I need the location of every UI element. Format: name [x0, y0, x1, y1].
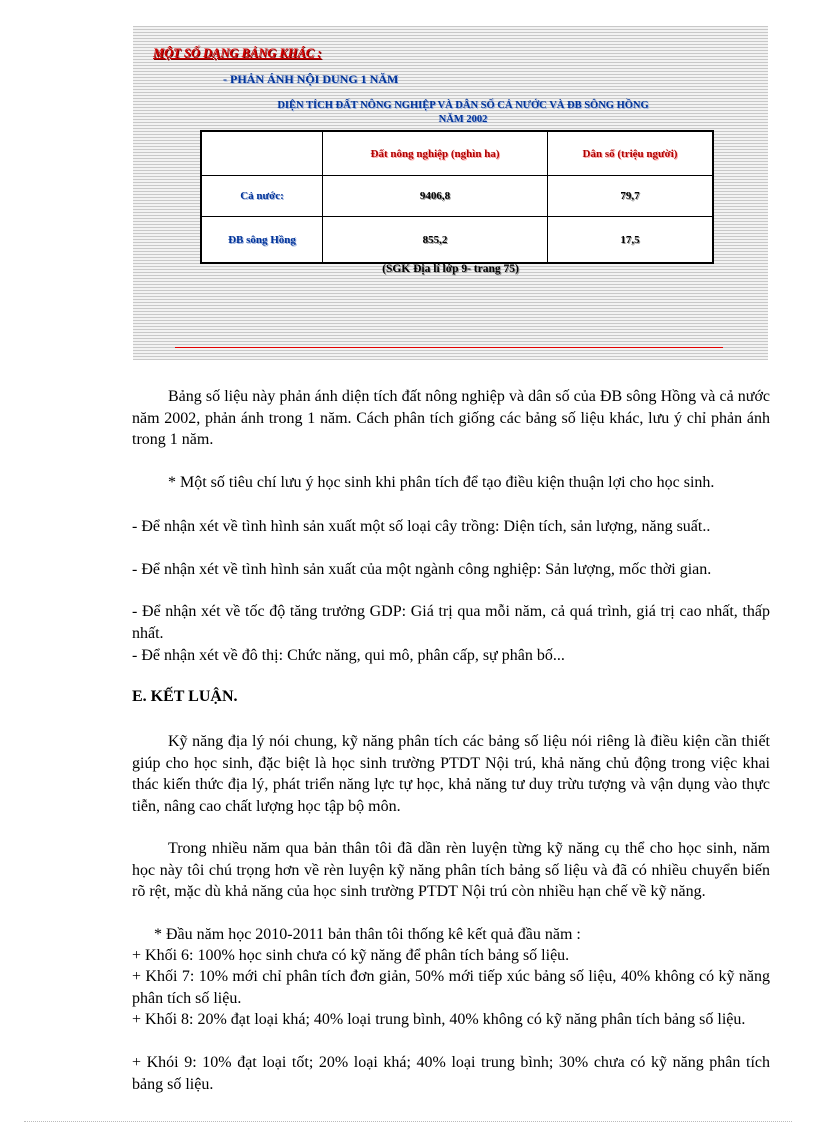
bullet-urban: - Để nhận xét về đô thị: Chức năng, qui mô, phân cấp, sự phân bố... — [132, 647, 565, 664]
paragraph-statistics: * Đầu năm học 2010-2011 bản thân tôi thống kê kết quả đầu năm : — [154, 926, 581, 943]
table-cell: 79,7 — [548, 176, 714, 217]
table-row-label: Cả nước: — [201, 176, 323, 217]
slide-heading: MỘT SỐ DẠNG BẢNG KHÁC : — [153, 46, 322, 60]
paragraph-intro: Bảng số liệu này phản ánh diện tích đất nông nghiệp và dân số của ĐB sông Hồng và cả nước năm 2002, phản ánh trong 1 năm. Cách phân tích giống các bảng số liệu khác, lưu ý chỉ phản ánh trong 1 năm. — [132, 388, 770, 448]
slide-subheading: - PHẢN ÁNH NỘI DUNG 1 NĂM — [223, 72, 399, 86]
embedded-slide — [133, 26, 768, 360]
table-source: (SGK Địa lí lớp 9- trang 75) — [382, 263, 519, 275]
result-grade-8: + Khối 8: 20% đạt loại khá; 40% loại trung bình, 40% không có kỹ năng phân tích bảng số liệu. — [132, 1011, 746, 1028]
paragraph-criteria: * Một số tiêu chí lưu ý học sinh khi phân tích để tạo điều kiện thuận lợi cho học sinh. — [168, 474, 715, 491]
result-grade-7: + Khối 7: 10% mới chỉ phân tích đơn giản, 50% mới tiếp xúc bảng số liệu, 40% không có kỹ năng phân tích số liệu. — [132, 968, 770, 1007]
paragraph-conclusion-2: Trong nhiều năm qua bản thân tôi đã dần rèn luyện từng kỹ năng cụ thể cho học sinh, năm học này tôi chú trọng hơn về rèn luyện kỹ năng phân tích bảng số liệu và đã có nhiều chuyển biến rõ rệt, mặc dù khả năng của học sinh trường PTDT Nội trú còn nhiều hạn chế về kỹ năng. — [132, 840, 770, 900]
result-grade-6: + Khối 6: 100% học sinh chưa có kỹ năng để phân tích bảng số liệu. — [132, 947, 570, 964]
bullet-industry: - Để nhận xét về tình hình sản xuất của một ngành công nghiệp: Sản lượng, mốc thời gian. — [132, 561, 712, 578]
section-heading-conclusion: E. KẾT LUẬN. — [132, 688, 238, 705]
paragraph-conclusion-1: Kỹ năng địa lý nói chung, kỹ năng phân tích các bảng số liệu nói riêng là điều kiện cần thiết giúp cho học sinh, đặc biệt là học sinh trường PTDT Nội trú, khả năng chủ động trong việc khai thác kiến thức địa lý, phát triển năng lực tự học, khả năng tư duy trừu tượng và vận dụng vào thực tiễn, nâng cao chất lượng học tập bộ môn. — [132, 733, 770, 815]
table-header-cell: Đất nông nghiệp (nghìn ha) — [323, 131, 548, 176]
table-row — [201, 217, 713, 264]
table-header-cell — [201, 131, 323, 176]
table-header-cell: Dân số (triệu người) — [548, 131, 714, 176]
table-row — [201, 176, 713, 217]
bullet-crops: - Để nhận xét về tình hình sản xuất một số loại cây trồng: Diện tích, sản lượng, năng suất.. — [132, 518, 711, 535]
table-header-row — [201, 131, 713, 176]
slide-divider — [175, 347, 723, 348]
table-title-line2: NĂM 2002 — [438, 114, 488, 125]
data-table — [200, 130, 714, 264]
table-title — [193, 99, 733, 127]
bullet-gdp: - Để nhận xét về tốc độ tăng trưởng GDP: Giá trị qua mỗi năm, cả quá trình, giá trị cao nhất, thấp nhất. — [132, 603, 770, 642]
table-row-label: ĐB sông Hồng — [201, 217, 323, 264]
result-grade-9: + Khói 9: 10% đạt loại tốt; 20% loại khá; 40% loại trung bình; 30% chưa có kỹ năng phân tích bảng số liệu. — [132, 1054, 770, 1093]
table-cell: 855,2 — [323, 217, 548, 264]
table-title-line1: DIỆN TÍCH ĐẤT NÔNG NGHIỆP VÀ DÂN SỐ CẢ NƯỚC VÀ ĐB SÔNG HỒNG — [277, 100, 649, 111]
page-footer-rule — [24, 1121, 792, 1122]
table-cell: 9406,8 — [323, 176, 548, 217]
table-cell: 17,5 — [548, 217, 714, 264]
